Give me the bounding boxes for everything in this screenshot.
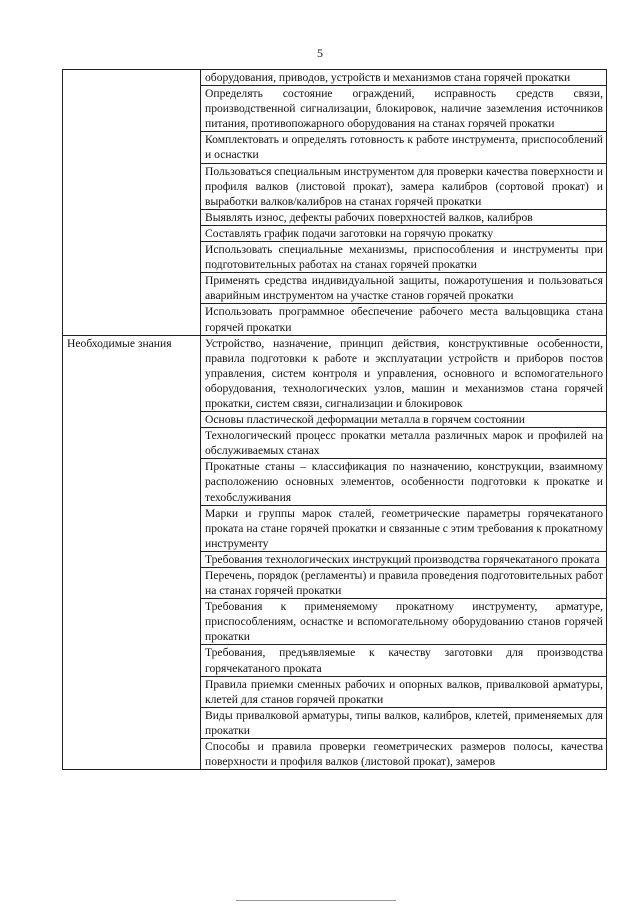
knowledge-item: Требования технологических инструкций производства горячекатаного проката <box>201 551 607 567</box>
skill-item: Пользоваться специальным инструментом для проверки качества поверхности и профиля валков (листовой прокат), замера калибров (сортовой прокат) и выработки валков/калибров на станах горячей прокатки <box>201 163 607 209</box>
knowledge-item: Требования, предъявляемые к качеству заготовки для производства горячекатаного проката <box>201 645 607 676</box>
left-cell-empty <box>63 70 201 336</box>
knowledge-item: Правила приемки сменных рабочих и опорных валков, привалковой арматуры, клетей для станов горячей прокатки <box>201 676 607 707</box>
skill-item: Применять средства индивидуальной защиты, пожаротушения и пользоваться аварийным инструментом на участке станов горячей прокатки <box>201 273 607 304</box>
skill-item: Определять состояние ограждений, исправность средств связи, производственной сигнализации, блокировок, наличие заземления источников питания, противопожарного оборудования на станах горячей прокатки <box>201 86 607 132</box>
page-number: 5 <box>317 46 323 60</box>
table-row <box>63 335 607 411</box>
skill-item: Использовать специальные механизмы, приспособления и инструменты при подготовительных работах на станах горячей прокатки <box>201 242 607 273</box>
knowledge-item: Основы пластической деформации металла в горячем состоянии <box>201 412 607 428</box>
knowledge-item: Прокатные станы – классификация по назначению, конструкции, взаимному расположению основных элементов, особенности подготовки к прокатке и техобслуживания <box>201 459 607 505</box>
knowledge-item: Марки и группы марок сталей, геометрические параметры горячекатаного проката на стане горячей прокатки и связанные с этим требования к прокатному инструменту <box>201 505 607 551</box>
knowledge-item: Требования к применяемому прокатному инструменту, арматуре, приспособлениям, оснастке и вспомогательному оборудованию станов горячей прокатки <box>201 599 607 645</box>
knowledge-item: Виды привалковой арматуры, типы валков, калибров, клетей, применяемых для прокатки <box>201 707 607 738</box>
knowledge-item: Технологический процесс прокатки металла различных марок и профилей на обслуживаемых станах <box>201 428 607 459</box>
knowledge-item: Устройство, назначение, принцип действия, конструктивные особенности, правила подготовки к работе и эксплуатации устройств и приборов постов управления, систем контроля и управления, основного и вспомогательного оборудования, технологических узлов, машин и механизмов стана горячей прокатки, систем связи, сигнализации и блокировок <box>201 335 607 411</box>
skill-item: Составлять график подачи заготовки на горячую прокатку <box>201 225 607 241</box>
footer-divider <box>236 900 396 901</box>
skill-item: оборудования, приводов, устройств и механизмов стана горячей прокатки <box>201 70 607 86</box>
table-row <box>63 70 607 86</box>
knowledge-item: Перечень, порядок (регламенты) и правила проведения подготовительных работ на станах горячей прокатки <box>201 568 607 599</box>
skill-item: Выявлять износ, дефекты рабочих поверхностей валков, калибров <box>201 209 607 225</box>
competency-table <box>62 69 607 770</box>
skill-item: Использовать программное обеспечение рабочего места вальцовщика стана горячей прокатки <box>201 304 607 335</box>
knowledge-item: Способы и правила проверки геометрических размеров полосы, качества поверхности и профиля валков (листовой прокат), замеров <box>201 739 607 770</box>
knowledge-label: Необходимые знания <box>63 335 201 770</box>
skill-item: Комплектовать и определять готовность к работе инструмента, приспособлений и оснастки <box>201 132 607 163</box>
